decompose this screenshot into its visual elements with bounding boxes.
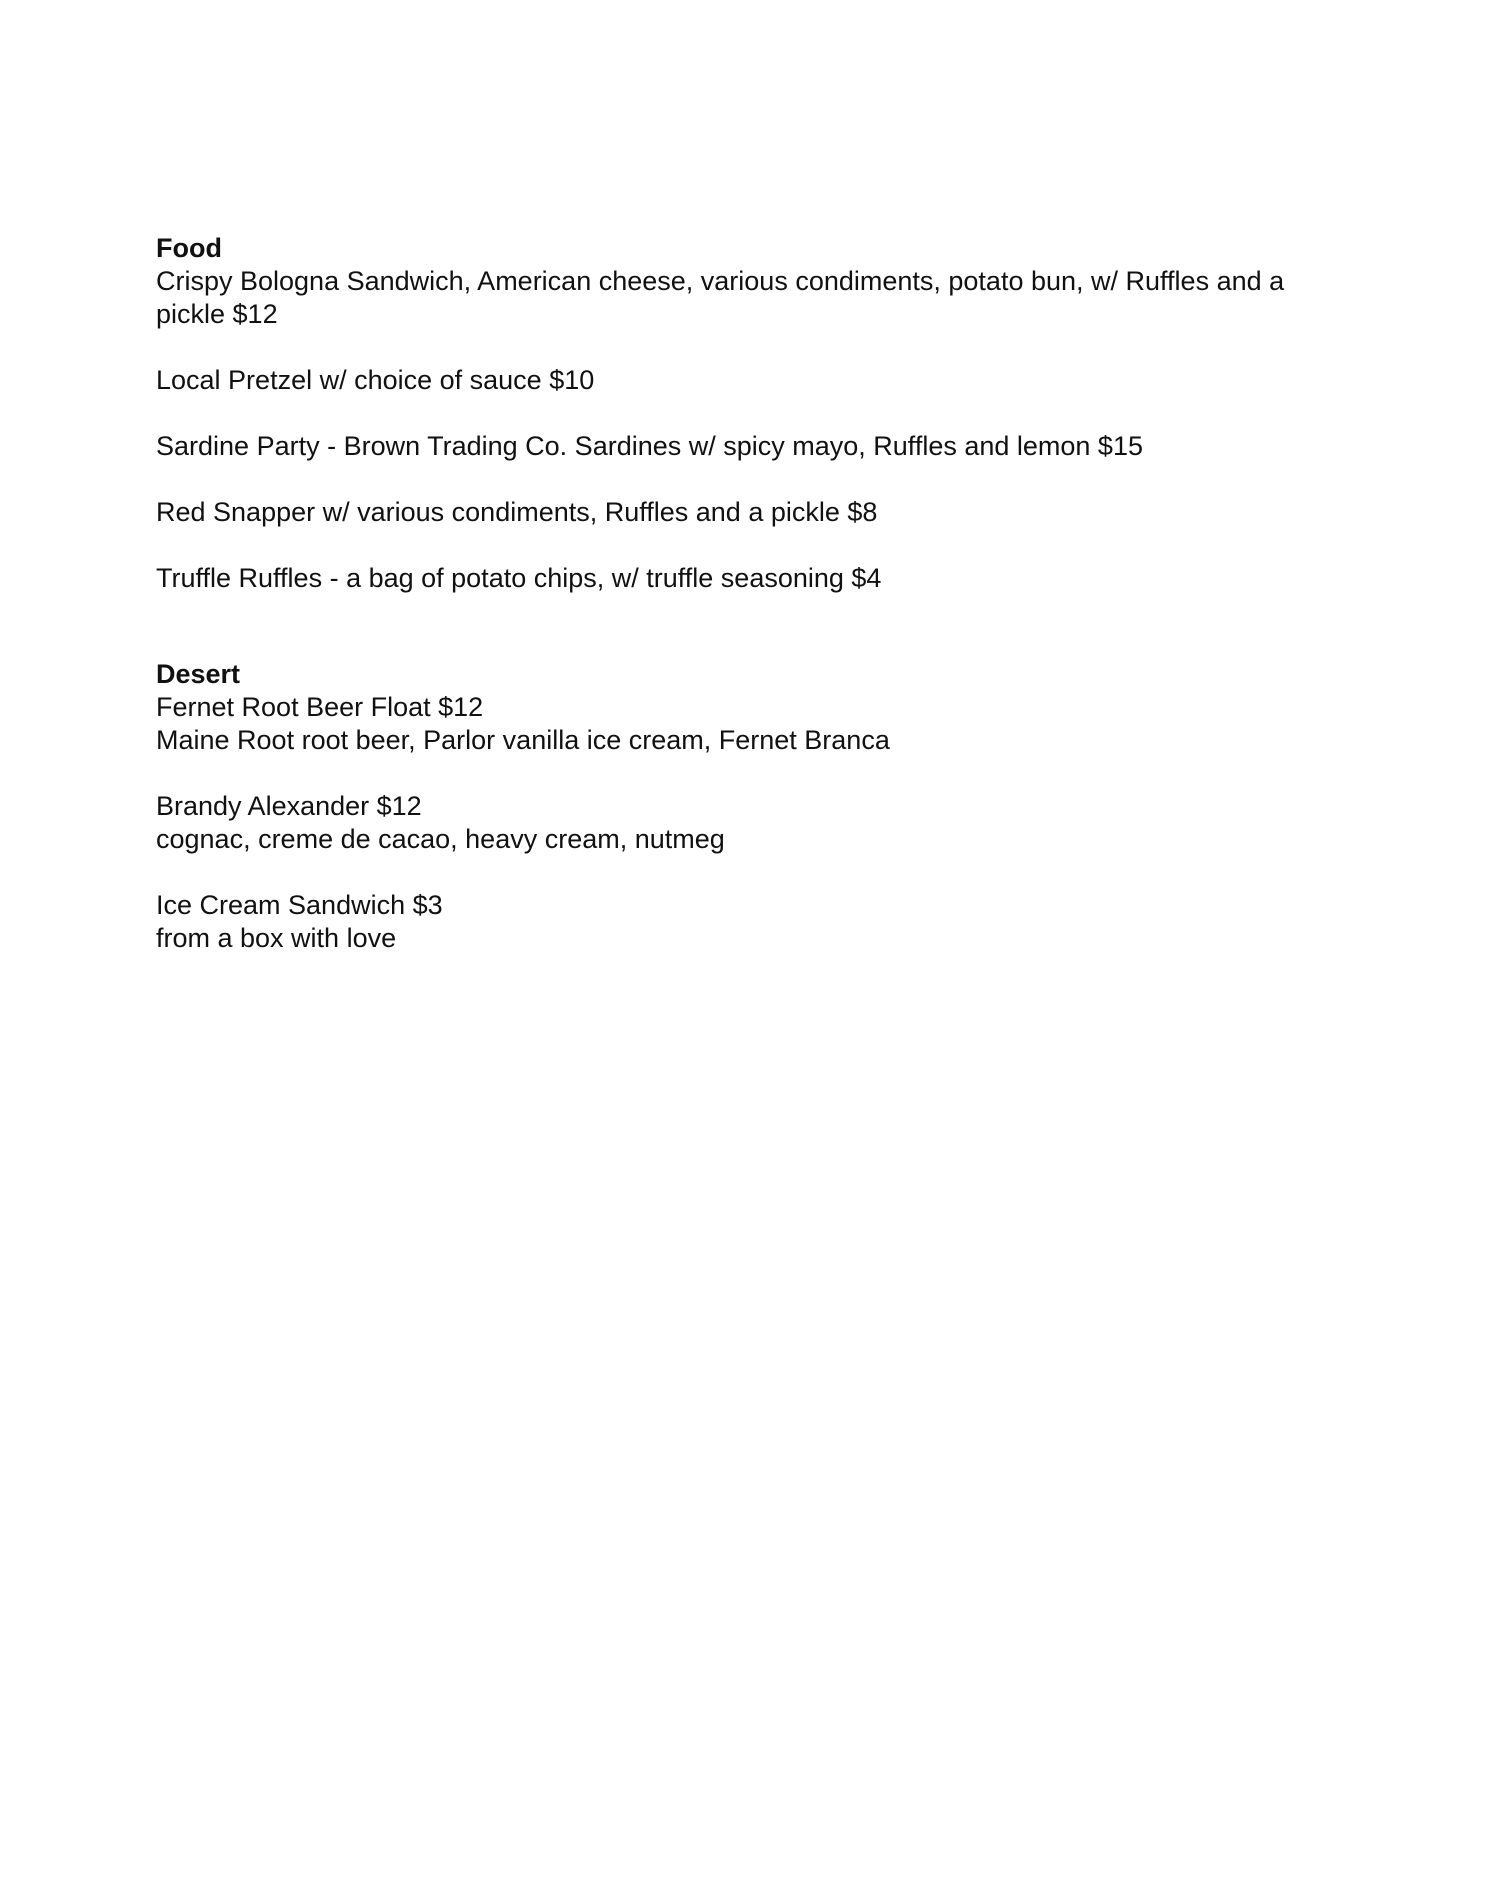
desert-heading: Desert bbox=[156, 659, 241, 689]
food-item-pretzel: Local Pretzel w/ choice of sauce $10 bbox=[156, 365, 595, 395]
desert-item-ice-cream-sandwich bbox=[156, 889, 1326, 955]
food-item-snapper: Red Snapper w/ various condiments, Ruffles and a pickle $8 bbox=[156, 497, 878, 527]
desert-item-name: Brandy Alexander $12 bbox=[156, 791, 422, 821]
food-item-bologna: Crispy Bologna Sandwich, American cheese, various condiments, potato bun, w/ Ruffles and a pickle $12 bbox=[156, 266, 1285, 329]
food-section bbox=[156, 232, 1326, 628]
desert-item-fernet-float bbox=[156, 691, 1326, 757]
food-item-sardine: Sardine Party - Brown Trading Co. Sardines w/ spicy mayo, Ruffles and lemon $15 bbox=[156, 431, 1143, 461]
desert-item-name: Fernet Root Beer Float $12 bbox=[156, 692, 484, 722]
desert-section bbox=[156, 658, 1326, 988]
desert-item-name: Ice Cream Sandwich $3 bbox=[156, 890, 443, 920]
desert-item-description: from a box with love bbox=[156, 923, 397, 953]
food-heading: Food bbox=[156, 233, 222, 263]
desert-item-description: cognac, creme de cacao, heavy cream, nutmeg bbox=[156, 824, 725, 854]
desert-item-description: Maine Root root beer, Parlor vanilla ice cream, Fernet Branca bbox=[156, 725, 890, 755]
desert-item-brandy-alexander bbox=[156, 790, 1326, 856]
food-item-truffle-ruffles: Truffle Ruffles - a bag of potato chips, w/ truffle seasoning $4 bbox=[156, 563, 882, 593]
